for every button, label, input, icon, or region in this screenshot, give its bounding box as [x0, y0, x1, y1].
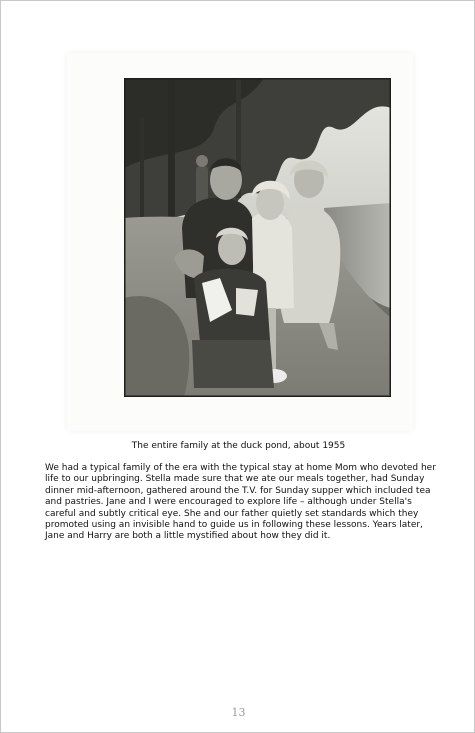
body-paragraph: We had a typical family of the era with the typical stay at home Mom who devoted her life to our upbringing. Stella made sure that we ate our meals together, had Sunday dinner mid-afternoon, gathered around the T.V. for Sunday supper which included tea and pastries. Jane and I were encouraged to explore life – although under Stella's careful and subtly critical eye. She and our father quietly set standards which they promoted using an invisible hand to guide us in following these lessons. Years later, Jane and Harry are both a little mystified about how they did it. [45, 463, 436, 542]
photo-caption: The entire family at the duck pond, about 1955 [131, 441, 346, 451]
page-number: 13 [231, 706, 246, 719]
family-photo [124, 78, 391, 397]
